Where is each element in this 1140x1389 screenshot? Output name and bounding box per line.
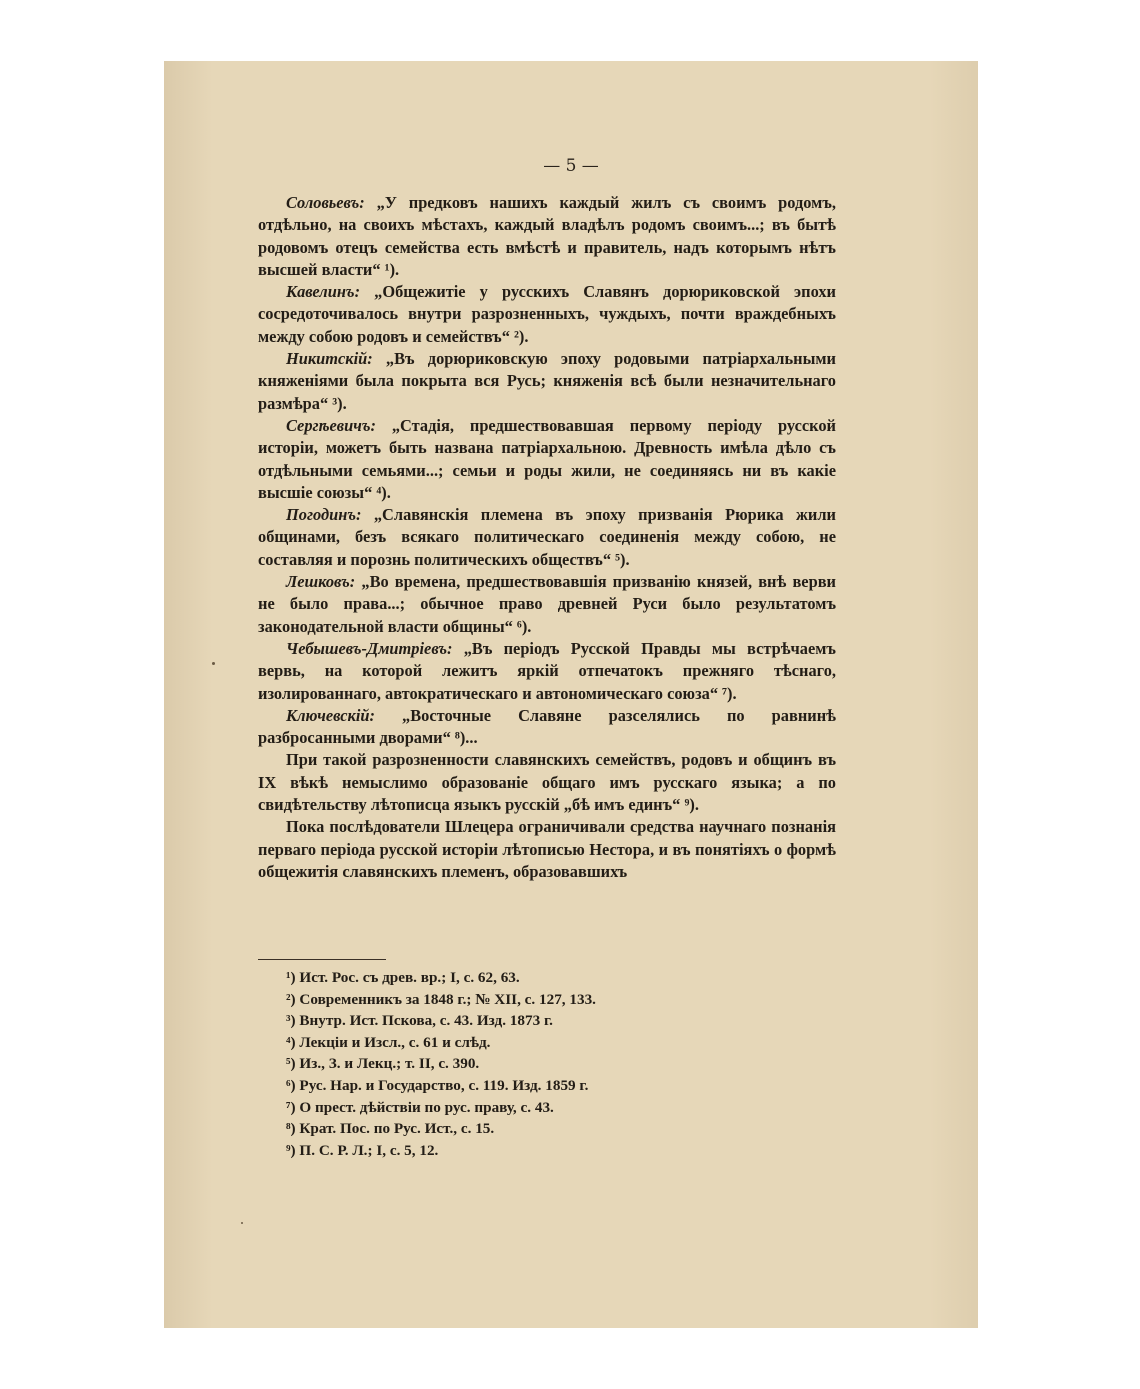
- footnote-mark: ⁹): [286, 1141, 296, 1159]
- footnote: [286, 1010, 806, 1032]
- footnote: [286, 1053, 806, 1075]
- paragraph: [258, 638, 836, 705]
- footnote-divider: [258, 959, 386, 960]
- footnote-mark: ⁸): [286, 1120, 296, 1138]
- paragraph-text: Пока послѣдователи Шлецера ограничивали средства научнаго познанія перваго періода русской исторіи лѣтописью Нестора, и въ понятіяхъ о формѣ общежитія славянскихъ племенъ, образовавшихъ: [258, 817, 836, 881]
- quote-text: „Славянскія племена въ эпоху призванія Рюрика жили общинами, безъ всякаго политическаго соединенія между собою, не составляя и порознь политическихъ обществъ“ ⁵).: [258, 505, 836, 569]
- quote-text: „Общежитіе у русскихъ Славянъ дорюриковской эпохи сосредоточивалось внутри разрозненныхъ, чуждыхъ, почти враждебныхъ между собою родовъ и семействъ“ ²).: [258, 282, 836, 346]
- footnote-text: Лекціи и Изсл., с. 61 и слѣд.: [299, 1033, 491, 1051]
- footnote-mark: ⁷): [286, 1098, 296, 1116]
- footnote-mark: ⁶): [286, 1076, 296, 1094]
- footnote: [286, 989, 806, 1011]
- paragraph: [258, 816, 836, 883]
- footnote-text: Из., З. и Лекц.; т. II, с. 390.: [299, 1055, 480, 1073]
- footnote-text: Современникъ за 1848 г.; № XII, с. 127, 133.: [299, 990, 596, 1008]
- author-name: Ключевскій:: [286, 705, 375, 725]
- author-name: Никитскій:: [286, 349, 373, 369]
- paper-speck: [212, 662, 215, 665]
- author-name: Кавелинъ:: [286, 282, 361, 302]
- footnote-text: Ист. Рос. съ древ. вр.; I, с. 62, 63.: [299, 969, 520, 986]
- footnote-text: Крат. Пос. по Рус. Ист., с. 15.: [299, 1120, 495, 1138]
- footnote-text: О прест. дѣйствіи по рус. праву, с. 43.: [299, 1098, 554, 1116]
- quote-text: „Стадія, предшествовавшая первому періоду русской исторіи, можетъ быть названа патріархальною. Древность имѣла дѣло съ отдѣльными семьями...; семьи и роды жили, не соединяясь ни въ какіе высшіе союзы“ ⁴).: [258, 415, 836, 502]
- footnote-mark: ³): [286, 1012, 296, 1030]
- paper-speck: [241, 1222, 243, 1224]
- footnote-mark: ²): [286, 990, 296, 1008]
- author-name: Сергѣевичъ:: [286, 415, 376, 435]
- paragraph: [258, 281, 836, 348]
- paragraph: [258, 348, 836, 415]
- page-number: — 5 —: [543, 156, 599, 176]
- author-name: Погодинъ:: [286, 505, 362, 525]
- author-name: Соловьевъ:: [286, 193, 365, 212]
- footnote-text: П. С. Р. Л.; I, с. 5, 12.: [299, 1141, 439, 1159]
- paragraph: [258, 749, 836, 816]
- footnote-mark: ⁴): [286, 1033, 296, 1051]
- paragraph: [258, 705, 836, 750]
- paragraph-text: При такой разрозненности славянскихъ семействъ, родовъ и общинъ въ IX вѣкѣ немыслимо образованіе общаго имъ русскаго языка; а по свидѣтельству лѣтописца языкъ русскій „бѣ имъ единъ“ ⁹).: [258, 750, 836, 815]
- footnotes: [286, 967, 806, 1161]
- footnote: [286, 1032, 806, 1054]
- quote-text: „Восточные Славяне разселялись по равнинѣ разбросанными дворами“ ⁸)...: [258, 705, 836, 748]
- paragraph: [258, 504, 836, 571]
- footnote: [286, 1118, 806, 1140]
- footnote-mark: ⁵): [286, 1055, 296, 1073]
- paragraph: [258, 192, 836, 281]
- footnote-text: Рус. Нар. и Государство, с. 119. Изд. 1859 г.: [299, 1076, 589, 1094]
- quote-text: „Во времена, предшествовавшія призванію князей, внѣ верви не было права...; обычное право древней Руси было результатомъ законодательной власти общины“ ⁶).: [258, 572, 836, 636]
- footnote: [286, 967, 806, 989]
- scanned-page: [164, 61, 978, 1328]
- footnote: [286, 1140, 806, 1162]
- footnote: [286, 1075, 806, 1097]
- author-name: Лешковъ:: [286, 572, 356, 592]
- quote-text: „Въ періодъ Русской Правды мы встрѣчаемъ вервь, на которой лежитъ яркій отпечатокъ прежняго тѣснаго, изолированнаго, автократическаго и автономическаго союза“ ⁷).: [258, 638, 836, 703]
- footnote: [286, 1097, 806, 1119]
- paragraph: [258, 571, 836, 638]
- quote-text: „У предковъ нашихъ каждый жилъ съ своимъ родомъ, отдѣльно, на своихъ мѣстахъ, каждый владѣлъ родомъ своимъ...; въ бытѣ родовомъ отецъ семейства есть вмѣстѣ и правитель, надъ которымъ нѣтъ высшей власти“ ¹).: [258, 193, 836, 279]
- footnote-mark: ¹): [286, 969, 296, 986]
- body-text: [258, 192, 836, 883]
- footnote-text: Внутр. Ист. Пскова, с. 43. Изд. 1873 г.: [299, 1012, 553, 1030]
- author-name: Чебышевъ-Дмитріевъ:: [286, 638, 453, 658]
- paragraph: [258, 415, 836, 504]
- quote-text: „Въ дорюриковскую эпоху родовыми патріархальными княженіями была покрыта вся Русь; княженія всѣ были незначительнаго размѣра“ ³).: [258, 349, 836, 413]
